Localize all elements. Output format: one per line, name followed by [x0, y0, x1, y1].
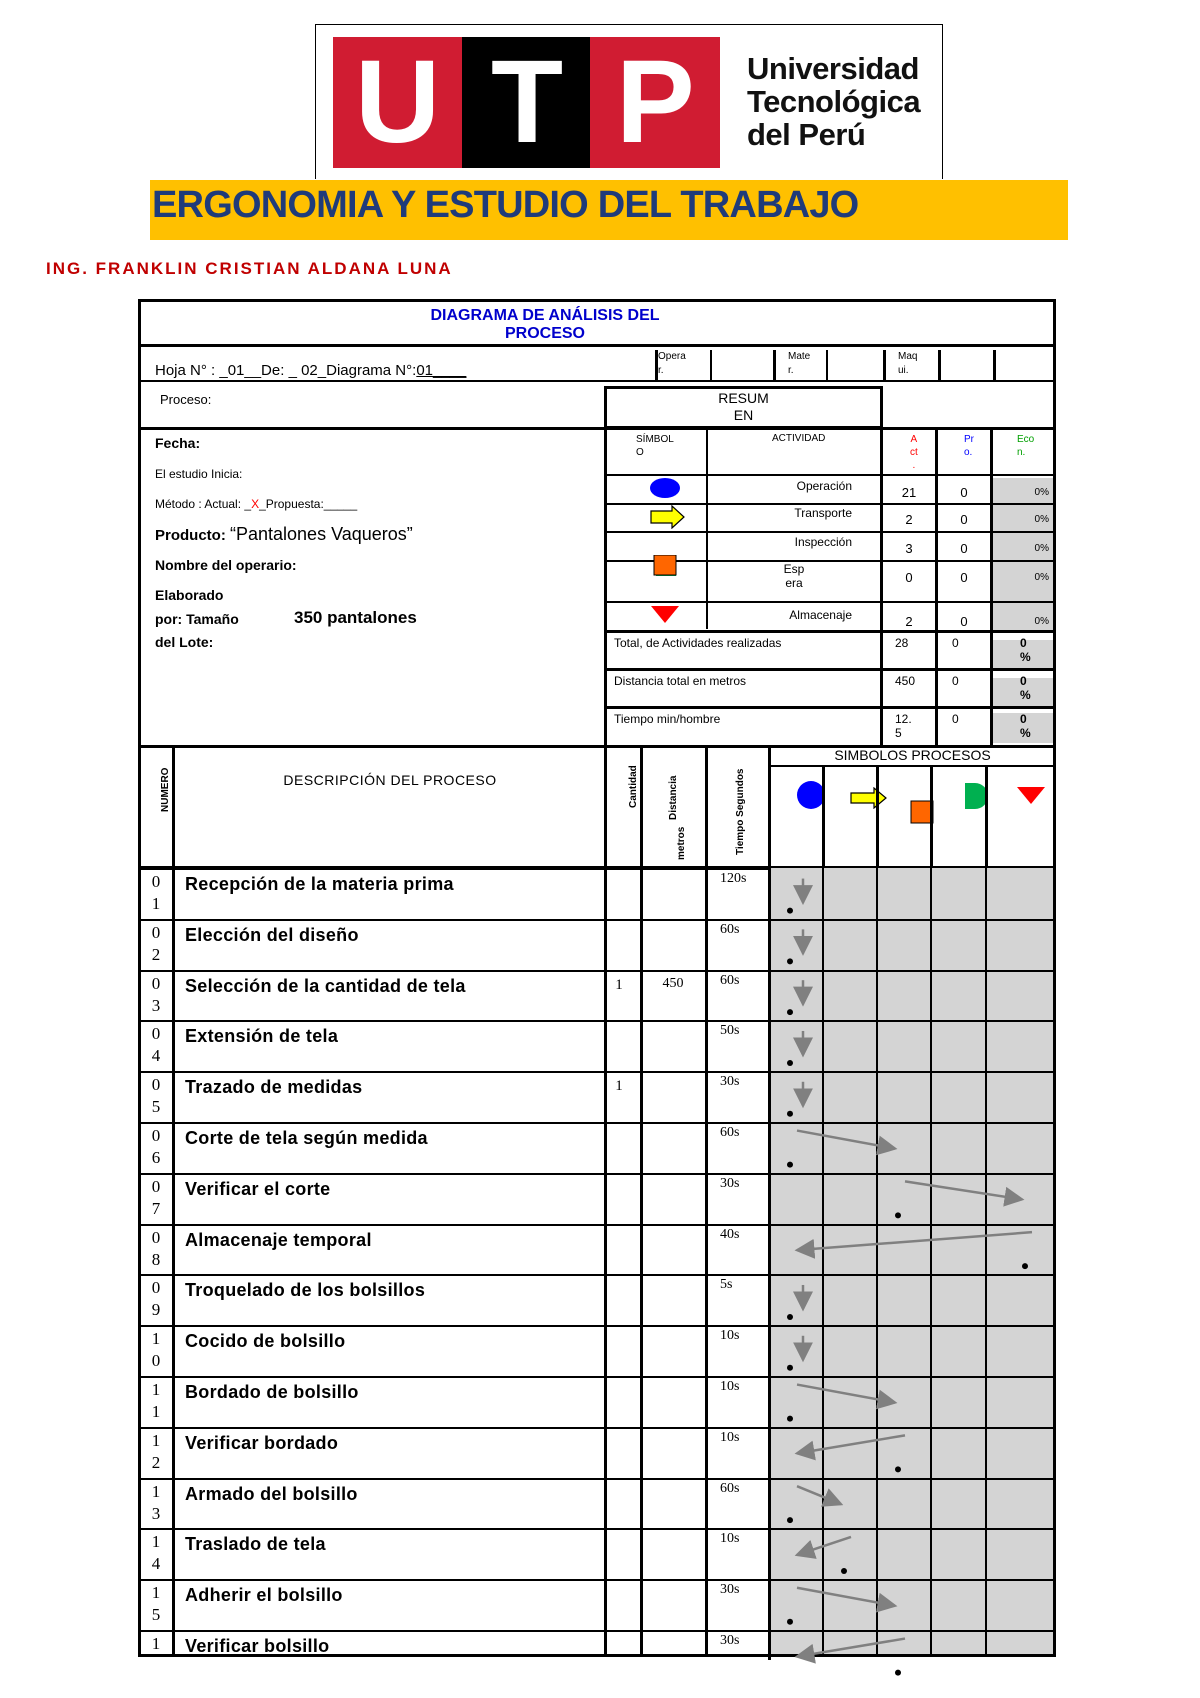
- flow-point: [787, 958, 793, 964]
- row-time: 30s: [720, 1633, 740, 1648]
- row-number-digit: 4: [151, 1046, 161, 1066]
- summary-eco: 0%: [1034, 487, 1049, 498]
- summary-eco: 0%: [1034, 543, 1049, 554]
- row-description: Corte de tela según medida: [185, 1128, 428, 1148]
- summary-activity: Inspección: [794, 535, 852, 549]
- resumen-l2: EN: [733, 407, 754, 423]
- flow-point: [787, 1517, 793, 1523]
- row-number-digit: 8: [151, 1249, 161, 1269]
- row-description: Trazado de medidas: [185, 1077, 363, 1098]
- col-cantidad: Cantidad: [628, 765, 639, 808]
- total-act-part: 5: [895, 726, 902, 740]
- col-tiempo: Tiempo Segundos: [735, 768, 746, 855]
- total-act: [895, 636, 908, 650]
- row-number-digit: 1: [151, 1532, 161, 1552]
- row-number-digit: 0: [151, 973, 161, 993]
- total-label: Distancia total en metros: [614, 674, 747, 688]
- row-number-digit: 1: [151, 1634, 161, 1653]
- col-pro-l2: o.: [964, 447, 973, 458]
- row-distance: 450: [662, 975, 684, 991]
- row-time: 120s: [720, 871, 747, 886]
- flow-point: [787, 1111, 793, 1117]
- col-eco-l1: Eco: [1017, 434, 1035, 445]
- metodo-pre: Método : Actual: _: [155, 497, 252, 511]
- total-act-part: 12.: [895, 712, 912, 726]
- row-description: Verificar bolsillo: [185, 1636, 330, 1656]
- row-time: 50s: [720, 1023, 740, 1039]
- row-number-digit: 5: [151, 1605, 161, 1625]
- row-number-digit: 0: [151, 1024, 161, 1044]
- university-line-3: del Perú: [747, 117, 866, 152]
- row-number-digit: 1: [151, 1329, 161, 1349]
- flow-arrow: [797, 1232, 1032, 1250]
- summary-activity: Almacenaje: [789, 608, 852, 622]
- summary-act-count: 3: [905, 541, 913, 556]
- row-number-digit: 0: [151, 1176, 161, 1196]
- utp-logo-letter-u: U: [355, 36, 441, 168]
- row-description: Adherir el bolsillo: [185, 1585, 343, 1606]
- summary-activity: Operación: [796, 479, 852, 493]
- metodo-x: X: [251, 497, 260, 511]
- row-number-digit: 4: [151, 1554, 161, 1574]
- header-operator-l1: Opera: [658, 351, 686, 362]
- row-number-digit: 1: [151, 1402, 161, 1421]
- tamano-label: por: Tamaño: [155, 611, 239, 627]
- row-number-digit: 1: [151, 1380, 161, 1399]
- fecha-label: Fecha:: [155, 435, 201, 451]
- total-label: Tiempo min/hombre: [614, 712, 721, 726]
- row-description: Cocido de bolsillo: [185, 1331, 346, 1352]
- flow-arrow: [797, 1588, 895, 1606]
- producto-value: “Pantalones Vaqueros”: [230, 524, 413, 544]
- summary-pro-count: 0: [960, 541, 968, 556]
- col-act-l1: A: [910, 434, 918, 445]
- row-number-digit: 0: [151, 1075, 161, 1095]
- flow-point: [787, 1416, 793, 1422]
- row-description: Verificar bordado: [185, 1432, 339, 1453]
- row-description: Recepción de la materia prima: [185, 874, 454, 894]
- total-eco: [1020, 712, 1031, 740]
- row-quantity: 1: [615, 1078, 623, 1095]
- row-number-digit: 3: [151, 1503, 161, 1523]
- summary-act-count: 2: [905, 512, 913, 527]
- summary-pro-count: 0: [960, 614, 968, 629]
- total-label: Total, de Actividades realizadas: [614, 636, 782, 650]
- row-description: Selección de la cantidad de tela: [185, 975, 466, 996]
- flow-point: [787, 1619, 793, 1625]
- flow-point: [787, 1060, 793, 1066]
- row-number-digit: 1: [151, 1430, 161, 1450]
- total-eco-part: 0: [1020, 674, 1027, 688]
- row-time: 60s: [720, 972, 740, 988]
- header-machine-l2: ui.: [898, 365, 909, 376]
- row-number-digit: 0: [151, 1227, 161, 1247]
- col-act-l3: .: [912, 460, 916, 471]
- row-time: 40s: [720, 1226, 740, 1242]
- row-time: 10s: [720, 1379, 740, 1394]
- flow-arrow: [797, 1537, 851, 1555]
- form-title-line-2: PROCESO: [504, 325, 585, 342]
- flow-arrow: [797, 1385, 895, 1403]
- row-number-digit: 0: [151, 1278, 161, 1298]
- row-number-digit: 6: [151, 1148, 161, 1167]
- summary-activity-part: Esp: [783, 562, 805, 576]
- summary-activity: [708, 562, 880, 590]
- row-time: 60s: [720, 1125, 740, 1140]
- flow-arrow: [797, 1435, 905, 1453]
- instructor-name: ING. FRANKLIN CRISTIAN ALDANA LUNA: [46, 259, 453, 278]
- row-number-digit: 2: [151, 1452, 161, 1472]
- col-act-l2: ct: [910, 447, 918, 458]
- row-quantity: 1: [615, 976, 623, 993]
- university-line-1: Universidad: [747, 51, 919, 86]
- row-description: Elección del diseño: [185, 924, 359, 945]
- utp-logo-letter-p: P: [616, 36, 695, 168]
- flow-point: [787, 1365, 793, 1371]
- utp-logo-letter-t: T: [491, 36, 564, 168]
- row-time: 10s: [720, 1328, 740, 1344]
- flow-point: [787, 908, 793, 914]
- row-time: 60s: [720, 1480, 740, 1496]
- summary-act-count: 2: [905, 614, 913, 629]
- total-eco-part: %: [1020, 726, 1031, 740]
- operario-label: Nombre del operario:: [155, 557, 297, 573]
- row-number-digit: 1: [151, 894, 161, 913]
- row-description: Bordado de bolsillo: [185, 1382, 359, 1402]
- total-eco: [1020, 636, 1031, 664]
- header-machine-l1: Maq: [898, 351, 918, 362]
- row-number-digit: 7: [151, 1198, 161, 1218]
- diagrama-number: 01____: [416, 362, 467, 379]
- total-pro: 0: [952, 636, 959, 650]
- lote-value: 350 pantalones: [294, 608, 417, 627]
- hoja-text: Hoja N° : _01__De: _ 02_Diagrama N°:: [155, 362, 417, 379]
- summary-eco: 0%: [1034, 514, 1049, 525]
- resumen-l1: RESUM: [718, 390, 769, 406]
- estudio-inicia: El estudio Inicia:: [155, 467, 243, 481]
- flow-point: [787, 1009, 793, 1015]
- row-time: 10s: [720, 1429, 740, 1445]
- row-time: 5s: [720, 1277, 733, 1293]
- summary-pro-count: 0: [960, 485, 968, 500]
- total-act-part: 450: [895, 674, 916, 688]
- flow-arrow: [797, 1131, 895, 1149]
- row-time: 30s: [720, 1175, 740, 1191]
- total-eco-part: %: [1020, 688, 1031, 702]
- row-description: Extensión de tela: [185, 1026, 339, 1047]
- col-eco-l2: n.: [1017, 447, 1026, 458]
- col-metros: metros: [676, 826, 687, 860]
- row-description: Armado del bolsillo: [185, 1483, 358, 1504]
- total-eco-part: 0: [1020, 712, 1027, 726]
- summary-act-count: 21: [901, 485, 917, 500]
- course-title: ERGONOMIA Y ESTUDIO DEL TRABAJO: [152, 184, 859, 226]
- elaborado-label: Elaborado: [155, 587, 224, 603]
- header-material-l2: r.: [788, 365, 794, 376]
- flow-point: [787, 1162, 793, 1168]
- total-act-part: 28: [895, 636, 909, 650]
- proceso-label: Proceso:: [160, 392, 212, 407]
- summary-pro-count: 0: [960, 512, 968, 527]
- total-eco-part: %: [1020, 650, 1031, 664]
- col-simbolo-l1: SÍMBOL: [636, 434, 674, 445]
- flow-arrow: [905, 1181, 1022, 1199]
- flow-arrow: [797, 1486, 841, 1504]
- row-description: Verificar el corte: [185, 1178, 331, 1199]
- col-pro-l1: Pr: [964, 434, 974, 445]
- col-distancia: Distancia: [668, 775, 679, 820]
- total-act: [895, 674, 915, 688]
- flow-point: [895, 1466, 901, 1472]
- row-number-digit: 0: [151, 1126, 161, 1145]
- col-actividad: ACTIVIDAD: [772, 433, 826, 444]
- flow-point: [895, 1670, 901, 1676]
- row-number-digit: 3: [151, 995, 161, 1015]
- row-description: Almacenaje temporal: [185, 1229, 372, 1250]
- summary-eco: 0%: [1034, 572, 1049, 583]
- col-descripcion: DESCRIPCIÓN DEL PROCESO: [283, 772, 497, 788]
- row-number-digit: 1: [151, 1583, 161, 1603]
- row-time: 30s: [720, 1582, 740, 1598]
- row-time: 60s: [720, 921, 740, 937]
- metodo-post: _Propuesta:_____: [259, 497, 358, 511]
- lote-label: del Lote:: [155, 634, 214, 650]
- row-number-digit: 0: [151, 1351, 161, 1371]
- flow-point: [1022, 1263, 1028, 1269]
- row-number-digit: 5: [151, 1097, 161, 1117]
- row-description: Traslado de tela: [185, 1534, 326, 1555]
- flow-point: [841, 1568, 847, 1574]
- university-line-2: Tecnológica: [747, 84, 921, 119]
- col-simbolo-l2: O: [636, 447, 644, 458]
- flow-point: [787, 1314, 793, 1320]
- row-time: 30s: [720, 1074, 740, 1090]
- summary-eco: 0%: [1034, 616, 1049, 627]
- summary-pro-count: 0: [960, 570, 968, 585]
- total-act: [895, 712, 912, 740]
- summary-activity: Transporte: [794, 506, 852, 520]
- row-number-digit: 0: [151, 922, 161, 942]
- summary-activity-part: era: [785, 576, 803, 590]
- total-pro: 0: [952, 674, 959, 688]
- header-material-l1: Mate: [788, 351, 811, 362]
- summary-act-count: 0: [905, 570, 913, 585]
- form-title-line-1: DIAGRAMA DE ANÁLISIS DEL: [430, 307, 660, 324]
- col-numero: NUMERO: [160, 767, 171, 812]
- flow-arrow: [797, 1639, 905, 1657]
- producto-label: Producto:: [155, 527, 226, 544]
- total-eco-part: 0: [1020, 636, 1027, 650]
- flow-point: [895, 1212, 901, 1218]
- total-eco: [1020, 674, 1031, 702]
- header-operator-l2: r.: [658, 365, 664, 376]
- row-number-digit: 2: [151, 944, 161, 964]
- row-description: Troquelado de los bolsillos: [185, 1280, 426, 1301]
- row-number-digit: 1: [151, 1481, 161, 1501]
- row-time: 10s: [720, 1531, 740, 1547]
- total-pro: 0: [952, 712, 959, 726]
- simbolos-procesos: SIMBOLOS PROCESOS: [834, 747, 991, 763]
- row-number-digit: 0: [151, 872, 161, 891]
- row-number-digit: 9: [151, 1300, 161, 1320]
